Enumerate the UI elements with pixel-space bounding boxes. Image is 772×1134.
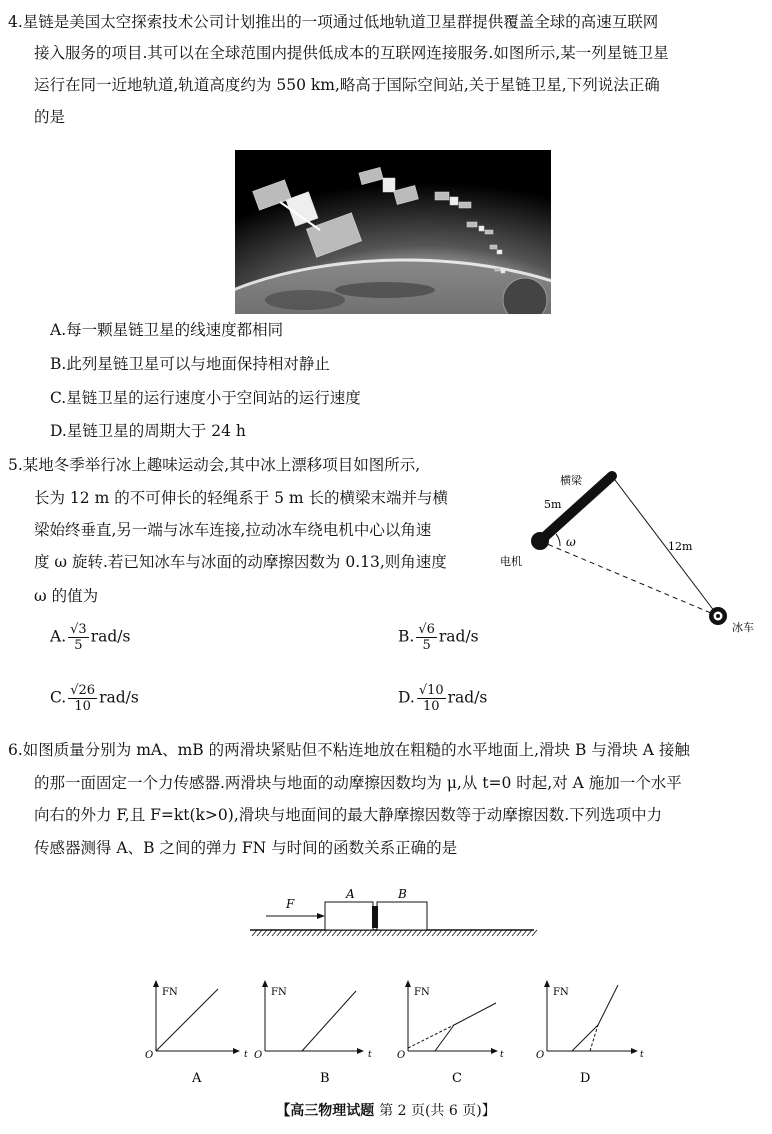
footer-page: 第 2 页(共 6 页)】 bbox=[379, 1103, 496, 1119]
graph-d-x-label: t bbox=[640, 1050, 644, 1060]
graph-c bbox=[397, 980, 504, 1086]
ground-hatch bbox=[477, 930, 482, 936]
graphs-row bbox=[140, 975, 660, 1090]
q4-option-b: B.此列星链卫星可以与地面保持相对静止 bbox=[50, 355, 330, 373]
ground-hatch bbox=[327, 930, 332, 936]
ground-hatch bbox=[462, 930, 467, 936]
ground-hatch bbox=[307, 930, 312, 936]
ground-hatch bbox=[357, 930, 362, 936]
graph-b-origin: O bbox=[254, 1050, 263, 1061]
graph-a-label: A bbox=[192, 1071, 202, 1086]
ground-hatch bbox=[427, 930, 432, 936]
q4-line-4: 的是 bbox=[34, 108, 66, 126]
graph-b bbox=[254, 980, 372, 1086]
ground-hatch bbox=[352, 930, 357, 936]
q5-line-1: 5.某地冬季举行冰上趣味运动会,其中冰上漂移项目如图所示, bbox=[8, 456, 421, 474]
ground-hatch bbox=[507, 930, 512, 936]
ground-hatch bbox=[432, 930, 437, 936]
ground-hatch bbox=[457, 930, 462, 936]
q4-line-1: 4.星链是美国太空探索技术公司计划推出的一项通过低地轨道卫星群提供覆盖全球的高速互联网 bbox=[8, 13, 659, 31]
ground-hatch bbox=[402, 930, 407, 936]
ground-hatch bbox=[487, 930, 492, 936]
q5-line-2: 长为 12 m 的不可伸长的轻绳系于 5 m 长的横梁末端并与横 bbox=[34, 489, 449, 507]
q5-line-4: 度 ω 旋转.若已知冰车与冰面的动摩擦因数为 0.13,则角速度 bbox=[34, 553, 447, 571]
ground-hatch bbox=[472, 930, 477, 936]
ground-hatch bbox=[262, 930, 267, 936]
block-a-label: A bbox=[346, 887, 355, 901]
graph-c-x-label: t bbox=[500, 1050, 504, 1060]
ground-hatch bbox=[277, 930, 282, 936]
ground-hatch bbox=[442, 930, 447, 936]
graph-a bbox=[145, 980, 248, 1086]
blocks-diagram bbox=[248, 878, 538, 938]
ground-hatch bbox=[367, 930, 372, 936]
ground-hatch bbox=[382, 930, 387, 936]
graph-a-origin: O bbox=[145, 1050, 154, 1061]
q5-option-c: C. $\frac{√26}{10}$ rad/s bbox=[50, 683, 139, 714]
q5-line-3: 梁始终垂直,另一端与冰车连接,拉动冰车绕电机中心以角速 bbox=[34, 521, 432, 539]
q4-option-d: D.星链卫星的周期大于 24 h bbox=[50, 422, 246, 440]
beam-label: 横梁 bbox=[560, 474, 582, 487]
ground-hatch bbox=[532, 930, 537, 936]
q4-option-a: A.每一颗星链卫星的线速度都相同 bbox=[50, 321, 284, 339]
ground-hatch bbox=[272, 930, 277, 936]
graph-b-label: B bbox=[320, 1071, 330, 1086]
starlink-satellites-photo bbox=[235, 150, 551, 314]
q4-option-c: C.星链卫星的运行速度小于空间站的运行速度 bbox=[50, 389, 361, 407]
graph-b-y-label: FN bbox=[271, 987, 287, 998]
ground-hatch bbox=[397, 930, 402, 936]
ground-hatch bbox=[282, 930, 287, 936]
q6-line-2: 的那一面固定一个力传感器.两滑块与地面的动摩擦因数均为 μ,从 t=0 时起,对 A 施加一个水平 bbox=[34, 774, 682, 792]
force-label: F bbox=[286, 897, 295, 911]
q5-option-b: B. $\frac{√6}{5}$ rad/s bbox=[398, 622, 479, 653]
ground-hatch bbox=[452, 930, 457, 936]
q5-option-d: D. $\frac{√10}{10}$ rad/s bbox=[398, 683, 488, 714]
ground-hatch bbox=[267, 930, 272, 936]
ground-hatch bbox=[407, 930, 412, 936]
ground-hatch bbox=[417, 930, 422, 936]
ground-hatch bbox=[447, 930, 452, 936]
graph-a-x-label: t bbox=[244, 1050, 248, 1060]
q4-line-3: 运行在同一近地轨道,轨道高度约为 550 km,略高于国际空间站,关于星链卫星,下列说法正确 bbox=[34, 76, 660, 94]
ground-hatch bbox=[257, 930, 262, 936]
ground-hatch bbox=[347, 930, 352, 936]
ground-hatch bbox=[437, 930, 442, 936]
graph-d bbox=[536, 980, 644, 1086]
page-footer bbox=[0, 1100, 772, 1120]
ground-hatch bbox=[362, 930, 367, 936]
q5-line-5: ω 的值为 bbox=[34, 587, 99, 605]
ground-hatch bbox=[302, 930, 307, 936]
graph-c-y-label: FN bbox=[414, 987, 430, 998]
ground-hatch bbox=[517, 930, 522, 936]
ground-hatch bbox=[512, 930, 517, 936]
ground-hatch bbox=[337, 930, 342, 936]
ground-hatch bbox=[422, 930, 427, 936]
ground-hatch bbox=[492, 930, 497, 936]
ground-hatch bbox=[317, 930, 322, 936]
q5-option-a: A. $\frac{√3}{5}$ rad/s bbox=[50, 622, 131, 653]
q6-line-4: 传感器测得 A、B 之间的弹力 FN 与时间的函数关系正确的是 bbox=[34, 839, 458, 857]
ground-hatch bbox=[252, 930, 257, 936]
graph-a-y-label: FN bbox=[162, 987, 178, 998]
ground-hatch bbox=[392, 930, 397, 936]
graph-d-y-label: FN bbox=[553, 987, 569, 998]
ground-hatch bbox=[482, 930, 487, 936]
block-b-label: B bbox=[398, 887, 407, 901]
graph-d-label: D bbox=[580, 1071, 591, 1086]
q4-line-2: 接入服务的项目.其可以在全球范围内提供低成本的互联网连接服务.如图所示,某一列星链卫星 bbox=[34, 44, 669, 62]
rope-length-label: 12m bbox=[668, 540, 693, 553]
graph-c-label: C bbox=[452, 1071, 462, 1086]
q6-line-1: 6.如图质量分别为 mA、mB 的两滑块紧贴但不粘连地放在粗糙的水平地面上,滑块 B 与滑块 A 接触 bbox=[8, 741, 690, 759]
ground-hatch bbox=[522, 930, 527, 936]
ground-hatch bbox=[527, 930, 532, 936]
ground-hatch bbox=[287, 930, 292, 936]
ground-hatch bbox=[372, 930, 377, 936]
ground-hatch bbox=[502, 930, 507, 936]
ground-hatch bbox=[312, 930, 317, 936]
graph-b-x-label: t bbox=[368, 1050, 372, 1060]
ice-drift-diagram bbox=[500, 462, 772, 640]
ground-hatch bbox=[322, 930, 327, 936]
ground-hatch bbox=[497, 930, 502, 936]
graph-c-origin: O bbox=[397, 1050, 406, 1061]
ground-hatch bbox=[292, 930, 297, 936]
ground-hatch bbox=[467, 930, 472, 936]
ground-hatch bbox=[297, 930, 302, 936]
ground-hatch bbox=[342, 930, 347, 936]
ground-hatch bbox=[377, 930, 382, 936]
ground-hatch bbox=[332, 930, 337, 936]
motor-label: 电机 bbox=[500, 555, 522, 568]
beam-length-label: 5m bbox=[544, 498, 562, 511]
ground-hatch bbox=[412, 930, 417, 936]
ground-hatch bbox=[387, 930, 392, 936]
footer-title: 【高三物理试题 bbox=[276, 1103, 375, 1119]
graph-d-origin: O bbox=[536, 1050, 545, 1061]
sled-label: 冰车 bbox=[732, 621, 754, 634]
q6-line-3: 向右的外力 F,且 F=kt(k>0),滑块与地面间的最大静摩擦因数等于动摩擦因数.下列选项中力 bbox=[34, 806, 663, 824]
angle-label: ω bbox=[566, 535, 576, 549]
